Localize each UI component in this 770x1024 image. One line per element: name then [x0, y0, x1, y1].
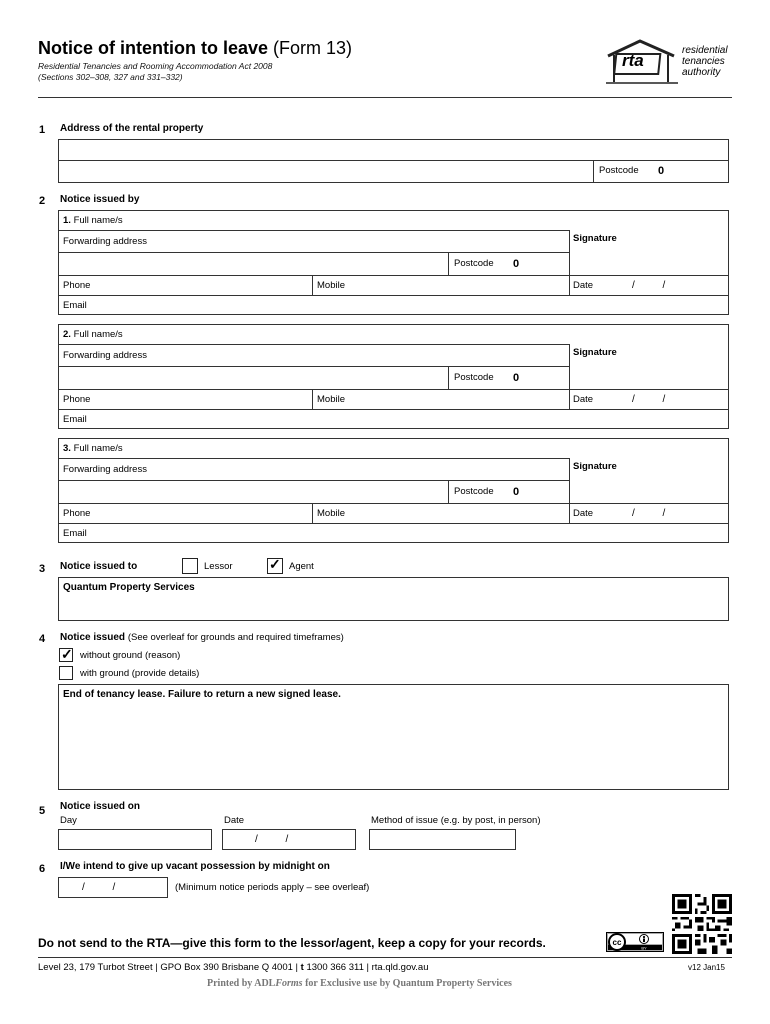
rental-address-field[interactable]	[58, 139, 729, 183]
qr-code-icon	[672, 894, 732, 954]
tenant-3-postcode-divider	[448, 480, 449, 503]
tenant-2-forwarding-label[interactable]: Forwarding address	[63, 350, 147, 361]
without-ground-checkbox[interactable]	[59, 648, 73, 662]
issued-date-field[interactable]	[222, 829, 356, 850]
grounds-details-field[interactable]	[58, 684, 729, 790]
form-subtitle	[38, 61, 272, 83]
tenant-3-row-line	[59, 458, 569, 459]
tenant-3-phone-label[interactable]: Phone	[63, 508, 91, 519]
footer-address-part1: Level 23, 179 Turbot Street | GPO Box 390 Brisbane Q 4001 |	[38, 962, 301, 973]
tenant-3-mobile-label[interactable]: Mobile	[317, 508, 345, 519]
tenant-3-postcode-label: Postcode	[454, 486, 494, 497]
section-6-label: I/We intend to give up vacant possession by midnight on	[60, 861, 330, 872]
tenant-2-row-line	[59, 389, 728, 390]
tenant-3-phone-divider	[312, 503, 313, 523]
printed-by-part1: Printed by ADL	[207, 978, 276, 989]
tenant-3-forwarding-label[interactable]: Forwarding address	[63, 464, 147, 475]
tenant-3-signature-divider	[569, 458, 570, 523]
method-of-issue-label: Method of issue (e.g. by post, in person)	[371, 815, 541, 826]
form-number: (Form 13)	[273, 38, 353, 58]
rta-logo-mark: rta	[622, 51, 644, 70]
tenant-2-postcode-value[interactable]: 0	[513, 372, 520, 384]
creative-commons-icon	[606, 932, 664, 952]
tenant-3-fullname-text: Full name/s	[73, 443, 123, 454]
section-3-number: 3	[39, 563, 46, 575]
section-3-label: Notice issued to	[60, 561, 138, 572]
rta-logo-icon	[604, 38, 734, 86]
tenant-3-date-slashes: / /	[632, 508, 666, 519]
act-name: Residential Tenancies and Rooming Accommodation Act 2008	[38, 61, 273, 71]
tenant-2-date-slashes: / /	[632, 394, 666, 405]
tenant-1-postcode-label: Postcode	[454, 258, 494, 269]
address-postcode-value[interactable]: 0	[658, 165, 665, 177]
section-6-number: 6	[39, 863, 46, 875]
tenant-1-number: 1.	[63, 215, 71, 226]
tenant-1-postcode-divider	[448, 252, 449, 275]
printed-by-part2: for Exclusive use by Quantum Property Services	[302, 978, 512, 989]
lessor-label: Lessor	[204, 561, 233, 572]
vacate-date-slashes: / /	[82, 882, 116, 893]
tenant-1-mobile-label[interactable]: Mobile	[317, 280, 345, 291]
with-ground-label: with ground (provide details)	[80, 668, 200, 679]
tenant-1-signature-label[interactable]: Signature	[573, 233, 617, 244]
tenant-2-number: 2.	[63, 329, 71, 340]
section-4-label: Notice issued	[60, 632, 126, 643]
vacate-date-field[interactable]	[58, 877, 168, 898]
section-1-number: 1	[39, 124, 46, 136]
tenant-3-fullname-label[interactable]	[63, 443, 123, 454]
rta-logo-text	[682, 45, 728, 78]
form-title	[38, 38, 352, 59]
tenant-3-email-label[interactable]: Email	[63, 528, 87, 539]
notice-issued-to-value: Quantum Property Services	[63, 582, 195, 593]
tenant-2-fullname-text: Full name/s	[73, 329, 123, 340]
notice-issued-to-field[interactable]	[58, 577, 729, 621]
footer-address	[38, 962, 428, 973]
issued-day-label: Day	[60, 815, 77, 826]
tenant-1-row-line	[59, 275, 728, 276]
with-ground-checkbox[interactable]	[59, 666, 73, 680]
tenant-2-date-label[interactable]: Date	[573, 394, 594, 405]
svg-text:cc: cc	[612, 938, 622, 947]
issued-date-label: Date	[224, 815, 245, 826]
tenant-3-date-label[interactable]: Date	[573, 508, 594, 519]
tenant-1-row-line	[59, 295, 728, 296]
tenant-2-fullname-label[interactable]	[63, 329, 123, 340]
section-4-heading	[60, 632, 344, 643]
tenant-2-postcode-divider	[448, 366, 449, 389]
tenant-2-row-line	[59, 366, 569, 367]
section-4-note: (See overleaf for grounds and required timeframes)	[127, 632, 344, 643]
without-ground-label: without ground (reason)	[80, 650, 181, 661]
tenant-2-block	[58, 324, 729, 429]
address-postcode-label: Postcode	[599, 165, 639, 176]
section-2-label: Notice issued by	[60, 194, 140, 205]
section-5-label: Notice issued on	[60, 801, 141, 812]
tenant-1-email-label[interactable]: Email	[63, 300, 87, 311]
section-2-number: 2	[39, 195, 46, 207]
issued-day-field[interactable]	[58, 829, 212, 850]
tenant-2-row-line	[59, 409, 728, 410]
svg-text:BY: BY	[641, 945, 647, 951]
tenant-2-postcode-label: Postcode	[454, 372, 494, 383]
footer-address-part2: 1300 366 311 | rta.qld.gov.au	[303, 962, 429, 973]
act-sections: (Sections 302–308, 327 and 331–332)	[38, 72, 183, 82]
printed-by-notice	[207, 978, 512, 989]
tenant-1-fullname-text: Full name/s	[73, 215, 123, 226]
tenant-1-date-label[interactable]: Date	[573, 280, 594, 291]
tenant-2-phone-divider	[312, 389, 313, 409]
printed-by-forms: Forms	[275, 978, 303, 989]
tenant-1-forwarding-label[interactable]: Forwarding address	[63, 236, 147, 247]
section-4-number: 4	[39, 633, 46, 645]
tenant-2-email-label[interactable]: Email	[63, 414, 87, 425]
address-postcode-divider	[593, 160, 594, 183]
section-1-label: Address of the rental property	[60, 123, 204, 134]
address-line-divider	[58, 160, 729, 161]
header-rule	[38, 97, 732, 98]
tenant-1-block	[58, 210, 729, 315]
tenant-3-signature-label[interactable]: Signature	[573, 461, 617, 472]
method-of-issue-field[interactable]	[369, 829, 516, 850]
checkmark-icon: ✓	[269, 556, 281, 572]
footer-warning: Do not send to the RTA—give this form to the lessor/agent, keep a copy for your records.	[38, 936, 546, 950]
tenant-3-row-line	[59, 503, 728, 504]
tenant-1-postcode-value[interactable]: 0	[513, 258, 520, 270]
tenant-3-postcode-value[interactable]: 0	[513, 486, 520, 498]
agent-label: Agent	[289, 561, 314, 572]
form-title-main: Notice of intention to leave	[38, 38, 269, 58]
tenant-2-signature-divider	[569, 344, 570, 409]
tenant-2-row-line	[59, 344, 569, 345]
tenant-2-signature-label[interactable]: Signature	[573, 347, 617, 358]
checkmark-icon: ✓	[61, 646, 73, 662]
tenant-1-fullname-label[interactable]	[63, 215, 123, 226]
tenant-1-row-line	[59, 230, 569, 231]
tenant-1-row-line	[59, 252, 569, 253]
rta-logo-line1: residential	[682, 45, 728, 56]
footer-phone-prefix: t	[300, 962, 304, 973]
rta-logo-line3: authority	[682, 67, 721, 78]
tenant-1-phone-divider	[312, 275, 313, 295]
tenant-2-mobile-label[interactable]: Mobile	[317, 394, 345, 405]
tenant-3-block	[58, 438, 729, 543]
rta-logo-line2: tenancies	[682, 56, 725, 67]
issued-date-slashes: / /	[255, 834, 289, 845]
grounds-details-value: End of tenancy lease. Failure to return a new signed lease.	[63, 689, 341, 700]
tenant-3-number: 3.	[63, 443, 71, 454]
tenant-3-row-line	[59, 523, 728, 524]
footer-rule	[38, 957, 732, 958]
lessor-checkbox[interactable]	[182, 558, 198, 574]
tenant-2-phone-label[interactable]: Phone	[63, 394, 91, 405]
section-5-number: 5	[39, 805, 46, 817]
tenant-3-row-line	[59, 480, 569, 481]
tenant-1-signature-divider	[569, 230, 570, 295]
agent-checkbox[interactable]	[267, 558, 283, 574]
tenant-1-phone-label[interactable]: Phone	[63, 280, 91, 291]
minimum-notice-note: (Minimum notice periods apply – see overleaf)	[175, 882, 370, 893]
tenant-1-date-slashes: / /	[632, 280, 666, 291]
form-version: v12 Jan15	[688, 963, 725, 972]
